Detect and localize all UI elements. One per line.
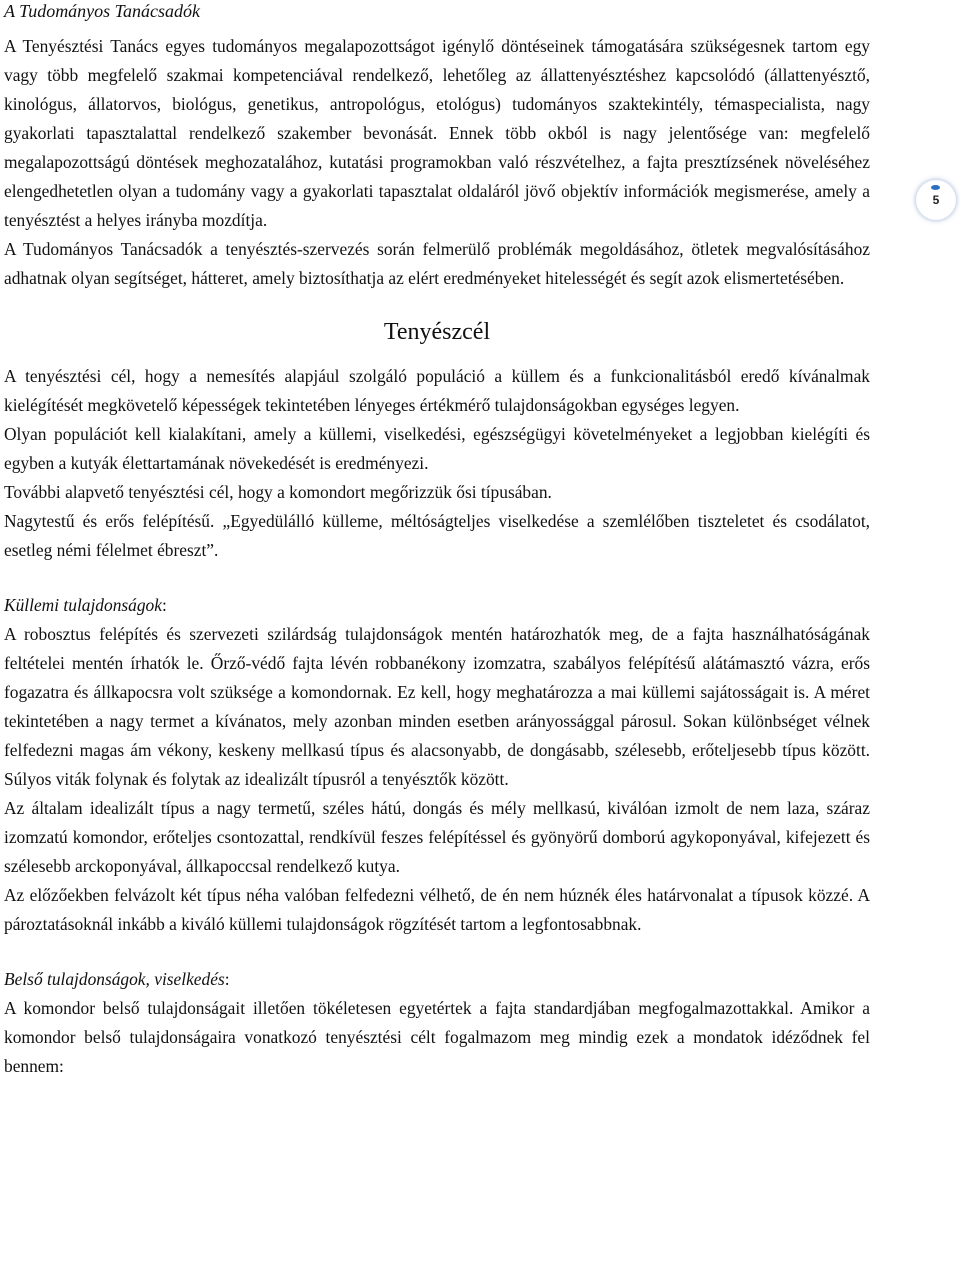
temperament-heading bbox=[4, 965, 870, 994]
breeding-goal-title: Tenyészcél bbox=[383, 319, 491, 345]
appearance-paragraph-2: Az általam idealizált típus a nagy termetű, széles hátú, dongás és mély mellkasú, kiválóan izmolt de nem laza, száraz izomzatú komondor, erőteljes csontozattal, rendkívül feszes felépítéssel és gyönyörű domború agykoponyával, kifejezett és szélesebb arckoponyával, állkapoccsal rendelkező kutya. bbox=[4, 798, 870, 876]
breeding-goal-paragraph-2: Olyan populációt kell kialakítani, amely a küllemi, viselkedési, egészségügyi követelményeket a legjobban kielégíti és egyben a kutyák élettartamának növekedését is eredményezi. bbox=[4, 424, 870, 473]
section-title-scientific-advisors: A Tudományos Tanácsadók bbox=[4, 1, 201, 21]
appearance-paragraph-1: A robosztus felépítés és szervezeti szilárdság tulajdonságok mentén határozhatók meg, de a fajta használhatóságának feltételei mentén írhatók le. Őrző-védő fajta lévén robbanékony izomzatra, szabályos felépítésű alátámasztó vázra, erős fogazatra és állkapocsra volt szüksége a komondornak. Ez kell, hogy meghatározza a mai küllemi sajátosságait is. A méret tekintetében a nagy termet a kívánatos, mely azonban minden esetben arányossággal párosul. Sokan különbséget vélnek felfedezni magas ám vékony, keskeny mellkasú típus és alacsonyabb, de dongásabb, szélesebb, erőteljesebb típus között. Súlyos viták folynak és folytak az idealizált típusról a tenyésztők között. bbox=[4, 624, 870, 789]
intro-paragraph-2: A Tudományos Tanácsadók a tenyésztés-szervezés során felmerülő problémák megoldásához, ötletek megvalósításához adhatnak olyan segítséget, hátteret, amely biztosíthatja az elért eredményeket hitelességét és segít azok elismertetésében. bbox=[4, 239, 870, 288]
spacer bbox=[4, 565, 870, 591]
temperament-label: Belső tulajdonságok, viselkedés bbox=[4, 969, 225, 989]
badge-dot-icon bbox=[931, 185, 940, 190]
breeding-goal-paragraph-1: A tenyésztési cél, hogy a nemesítés alapjául szolgáló populáció a küllem és a funkcionalitásból eredő kívánalmak kielégítését megkövetelő képességek tekintetében lényeges értékmérő tulajdonságokban egységes legyen. bbox=[4, 366, 870, 415]
appearance-paragraph-3: Az előzőekben felvázolt két típus néha valóban felfedezni vélhető, de én nem húznék éles határvonalat a típusok közzé. A pároztatásoknál inkább a kiváló küllemi tulajdonságok rögzítését tartom a legfontosabbnak. bbox=[4, 885, 870, 934]
spacer bbox=[4, 939, 870, 965]
appearance-heading bbox=[4, 591, 870, 620]
appearance-label-colon: : bbox=[161, 595, 167, 615]
breeding-goal-paragraph-4: Nagytestű és erős felépítésű. „Egyedülálló külleme, méltóságteljes viselkedése a szemlélőben tiszteletet és csodálatot, esetleg némi félelmet ébreszt”. bbox=[4, 511, 870, 560]
temperament-label-colon: : bbox=[224, 969, 230, 989]
temperament-paragraph-1: A komondor belső tulajdonságait illetően tökéletesen egyetértek a fajta standardjában megfogalmazottakkal. Amikor a komondor belső tulajdonságaira vonatkozó tenyésztési célt fogalmazom meg mindig ezek a mondatok idéződnek fel bennem: bbox=[4, 998, 870, 1076]
page-number: 5 bbox=[932, 193, 940, 207]
appearance-label: Küllemi tulajdonságok bbox=[4, 595, 162, 615]
intro-paragraph-1: A Tenyésztési Tanács egyes tudományos megalapozottságot igénylő döntéseinek támogatására szükségesnek tartom egy vagy több megfelelő szakmai kompetenciával rendelkező, lehetőleg az állattenyésztéshez kapcsolódó (állattenyésztő, kinológus, állatorvos, biológus, genetikus, antropológus, etológus) tudományos szaktekintély, témaspecialista, nagy gyakorlati tapasztalattal rendelkező szakember bevonását. Ennek több okból is nagy jelentősége van: megfelelő megalapozottságú döntések meghozatalához, kutatási programokban való részvételhez, a fajta presztízsének növeléséhez elengedhetetlen olyan a tudomány vagy a gyakorlati tapasztalat oldaláról jövő objektív információk megismerése, amely a tenyésztést a helyes irányba mozdítja. bbox=[4, 36, 870, 230]
document-page bbox=[4, 0, 870, 1081]
breeding-goal-paragraph-3: További alapvető tenyésztési cél, hogy a komondort megőrizzük ősi típusában. bbox=[4, 482, 552, 502]
